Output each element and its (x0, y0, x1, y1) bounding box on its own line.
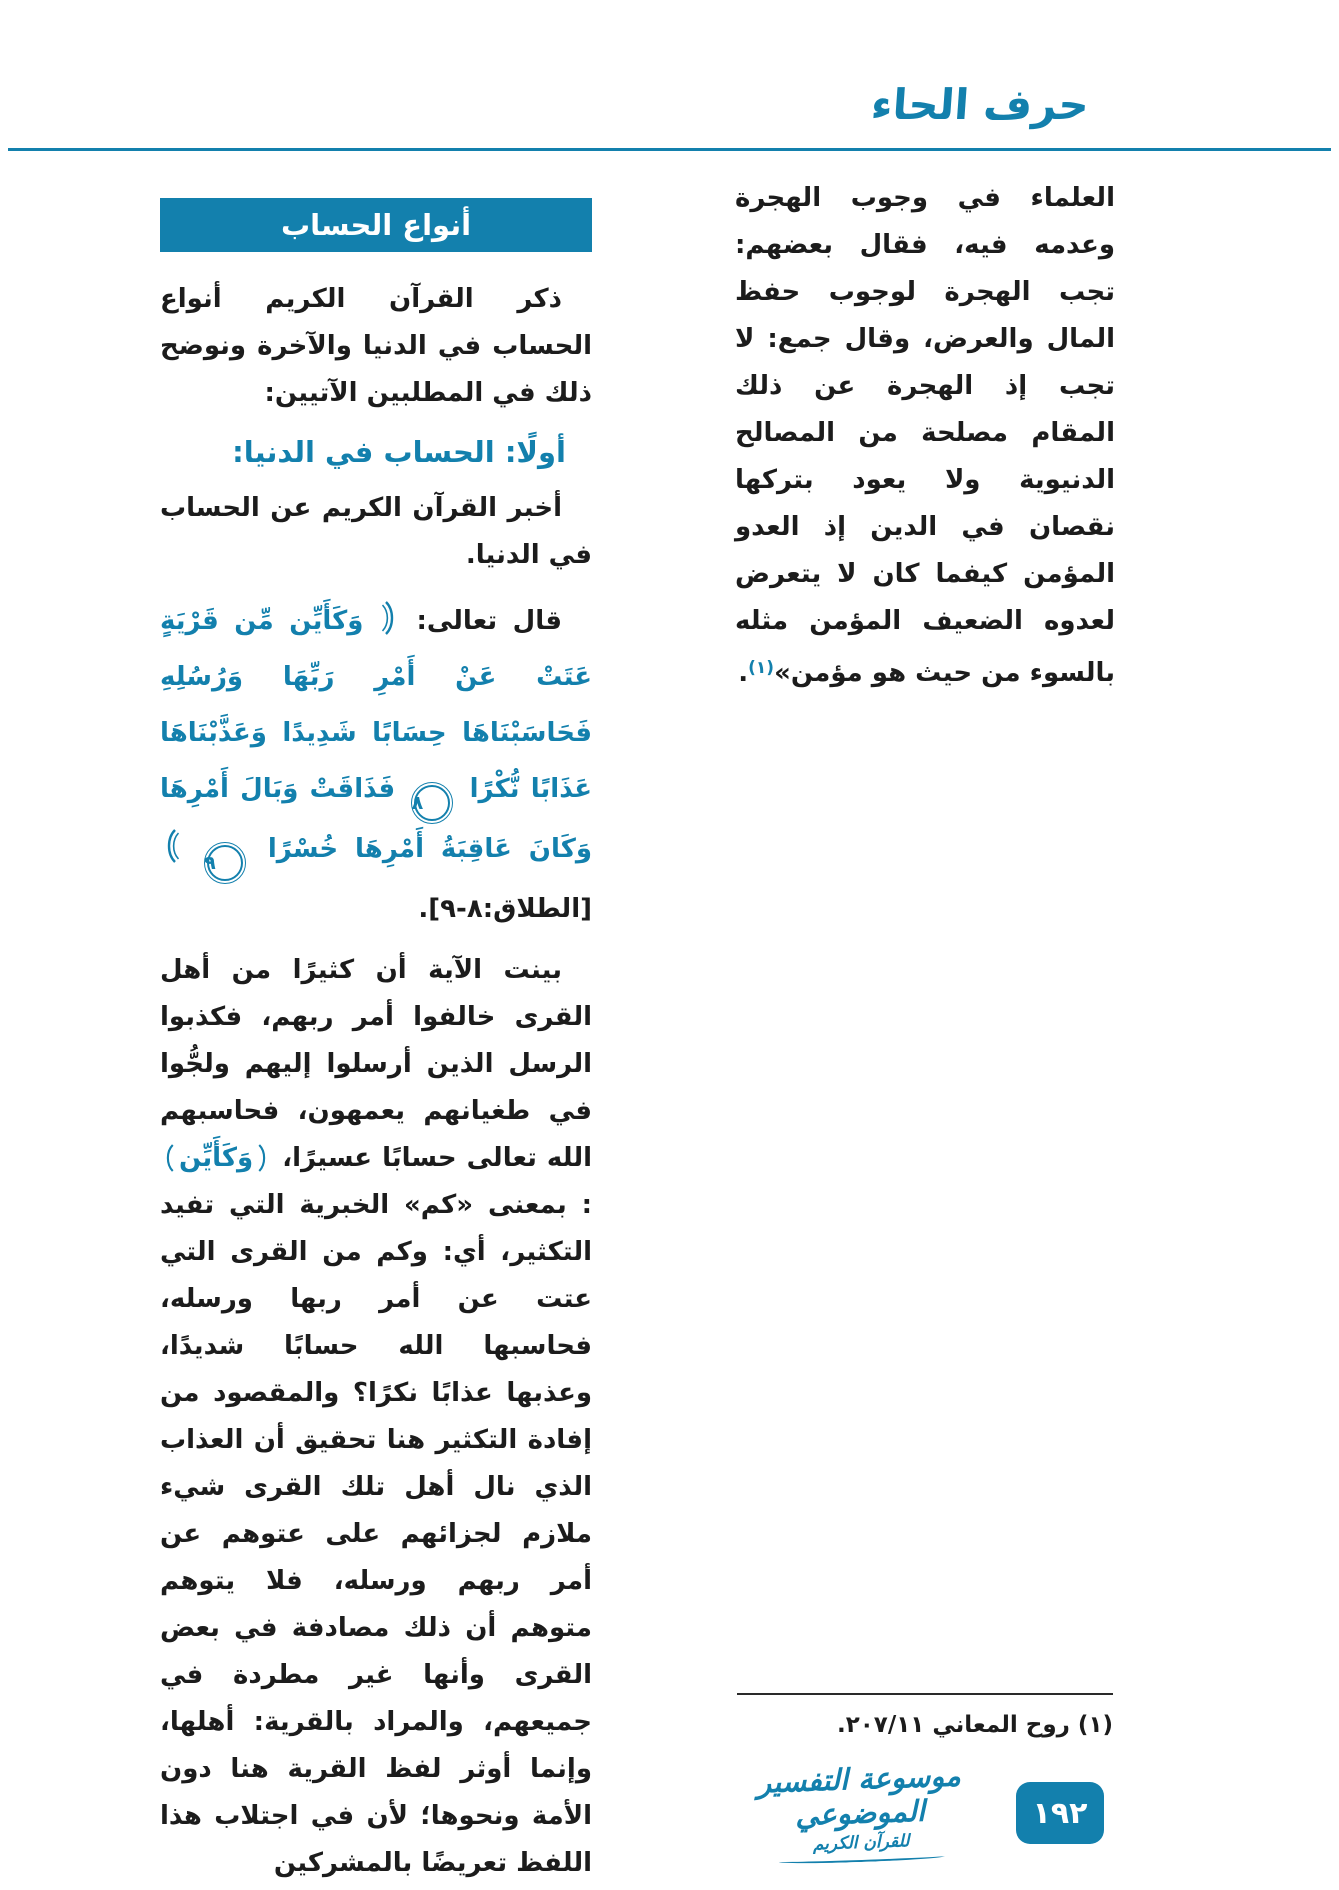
publisher-logo-subtitle: للقرآن الكريم (812, 1831, 910, 1855)
page-number: ١٩٢ (1032, 1795, 1088, 1831)
commentary-text-1: بينت الآية أن كثيرًا من أهل القرى خالفوا أمر ربهم، فكذبوا الرسل الذين أرسلوا إليهم ولجُّوا في طغيانهم يعمهون، فحاسبهم الله تعالى حسابًا عسيرًا، (160, 955, 592, 1173)
subheading-hisab-dunya: أولًا: الحساب في الدنيا: (232, 435, 566, 469)
quran-verse-text-1: وَكَأَيِّن مِّن قَرْيَةٍ عَتَتْ عَنْ أَمْرِ رَبِّهَا وَرُسُلِهِ فَحَاسَبْنَاهَا حِسَابًا شَدِيدًا وَعَذَّبْنَاهَا عَذَابًا نُّكْرًا (160, 606, 592, 804)
chapter-heading: حرف الحاء (869, 80, 1091, 129)
footnote-divider (737, 1693, 1113, 1695)
publisher-logo-title: موسوعة التفسير الموضوعي (756, 1758, 962, 1833)
quran-verse-paragraph (160, 593, 592, 937)
ornate-bracket-open-icon (256, 1143, 269, 1173)
ornate-bracket-close-icon (163, 828, 179, 864)
verse-reference: [الطلاق:٨-٩]. (418, 894, 592, 924)
left-column (160, 198, 592, 1887)
footnote-block (737, 1693, 1113, 1743)
publisher-logo (740, 1758, 979, 1866)
spacer (160, 579, 592, 589)
header-divider (8, 148, 1331, 151)
continuation-paragraph (735, 175, 1115, 697)
intro-paragraph: ذكر القرآن الكريم أنواع الحساب في الدنيا والآخرة ونوضح ذلك في المطلبين الآتيين: (160, 284, 592, 408)
ayah-number-badge-8: ٨ (414, 785, 450, 821)
qala-taala-label: قال تعالى: (416, 606, 562, 636)
footnote-reference-marker: (١) (748, 658, 775, 678)
ornate-bracket-open-icon (382, 600, 398, 636)
ornate-bracket-close-icon (163, 1143, 176, 1173)
inline-quran-quote (160, 1143, 272, 1173)
section-title-box (160, 198, 592, 252)
page-number-badge (1016, 1782, 1104, 1844)
ayah-number-badge-9: ٩ (207, 845, 243, 881)
inline-quran-word: وَكَأَيِّن (179, 1143, 254, 1173)
paragraph-akhbar: أخبر القرآن الكريم عن الحساب في الدنيا. (160, 493, 592, 570)
continuation-text: العلماء في وجوب الهجرة وعدمه فيه، فقال بعضهم: تجب الهجرة لوجوب حفظ المال والعرض، وقال جمع: لا تجب إذ الهجرة عن ذلك المقام مصلحة من المصالح الدنيوية ولا يعود بتركها نقصان في الدين إذ العدو المؤمن كيفما كان لا يتعرض لعدوه الضعيف المؤمن مثله بالسوء من حيث هو مؤمن» (735, 183, 1115, 688)
right-column (735, 175, 1115, 697)
commentary-paragraph (160, 947, 592, 1887)
commentary-text-2: : بمعنى «كم» الخبرية التي تفيد التكثير، أي: وكم من القرى التي عتت عن أمر ربها ورسله، فحاسبها الله حسابًا شديدًا، وعذبها عذابًا نكرًا؟ والمقصود من إفادة التكثير هنا تحقيق أن العذاب الذي نال أهل تلك القرى شيء ملازم لجزائهم على عتوهم عن أمر ربهم ورسله، فلا يتوهم متوهم أن ذلك مصادفة في بعض القرى وأنها غير مطردة في جميعهم، والمراد بالقرية: أهلها، وإنما أوثر لفظ القرية هنا دون الأمة ونحوها؛ لأن في اجتلاب هذا اللفظ تعريضًا بالمشركين (160, 1190, 592, 1878)
quran-verse-text-2: فَذَاقَتْ وَبَالَ أَمْرِهَا وَكَانَ عَاقِبَةُ أَمْرِهَا خُسْرًا (160, 774, 592, 864)
sentence-period: . (738, 658, 749, 688)
footnote-text: (١) روح المعاني ٢٠٧/١١. (836, 1712, 1113, 1738)
section-title: أنواع الحساب (280, 208, 472, 242)
